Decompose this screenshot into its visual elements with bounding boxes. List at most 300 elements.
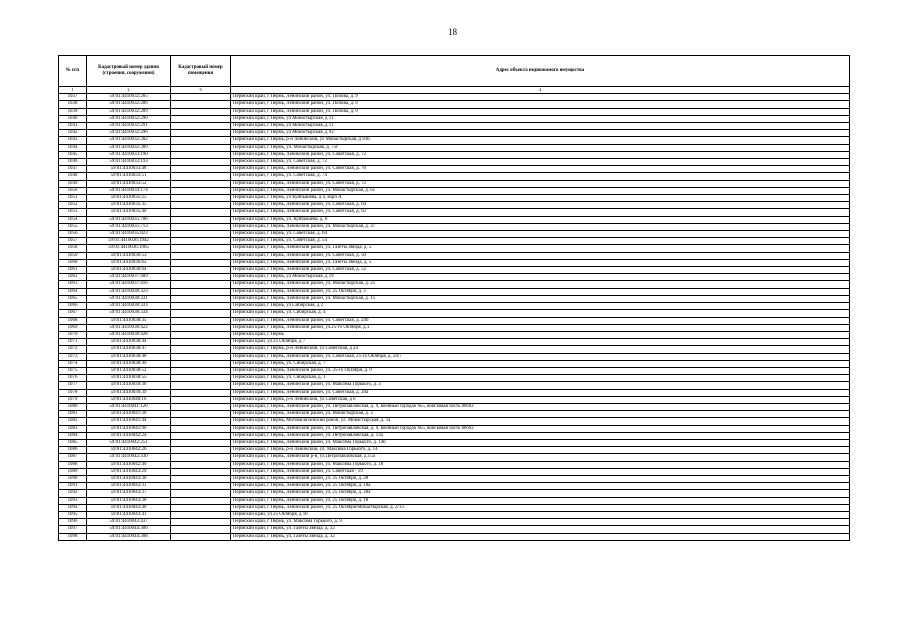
row-number: 1039 [59,108,87,115]
room-cadastral-number [171,144,231,151]
address-cell: Пермский край, г Пермь, Ленинский район, ул. 25 Октября, д. 28а [231,490,850,497]
header-cad-building: Кадастровый номер здания (строения, сооружения) [87,56,171,87]
cadastral-number: 59:01:4410038:334 [87,310,171,317]
room-cadastral-number [171,180,231,187]
room-cadastral-number [171,504,231,511]
room-cadastral-number [171,216,231,223]
cadastral-number: 59:01:4410035:713 [87,223,171,230]
room-cadastral-number [171,166,231,173]
row-number: 1056 [59,231,87,238]
cadastral-number: 59:01:4410038:422 [87,324,171,331]
row-number: 1069 [59,324,87,331]
address-cell: Пермский край, г Пермь, Ленинский район, ул. Советская, д. 52 [231,267,850,274]
cadastral-number: 59:01:4410042:330 [87,454,171,461]
cadastral-number: 59:01:4410033:48 [87,166,171,173]
row-number: 1097 [59,526,87,533]
table-row [59,346,850,353]
cadastral-number: 59:01:4410032:302 [87,137,171,144]
cadastral-number: 59:01:4410038:49 [87,360,171,367]
address-cell: Пермский край, г Пермь, ул Монастырская, д 93 [231,130,850,137]
cadastral-number: 59:01:4410043:38 [87,497,171,504]
table-row [59,382,850,389]
page-number: 18 [448,27,457,37]
address-cell: Пермский край, г Пермь, Ленинский район, ул. Попова, д. 9 [231,94,850,101]
cadastral-number: 59:01:4410036:1965 [87,245,171,252]
address-cell: Пермский край, г Пермь, Ленинский район, ул. Советская, д. 64 [231,202,850,209]
room-cadastral-number [171,101,231,108]
room-cadastral-number [171,353,231,360]
cadastral-number: 59:01:4410036:1942 [87,238,171,245]
header-address: Адрес объекта недвижимого имущества [231,56,850,87]
table-row [59,259,850,266]
address-cell: Пермский край, г Пермь, Ленинский район, ул. Советская, д. 72 [231,151,850,158]
row-number: 1080 [59,403,87,410]
room-cadastral-number [171,483,231,490]
address-cell: Пермский край, г Пермь, Ленинский район, ул. Советская, д. 72 [231,180,850,187]
row-number: 1077 [59,382,87,389]
table-row [59,101,850,108]
table-row [59,411,850,418]
row-number: 1038 [59,101,87,108]
cadastral-number: 59:01:4410043:29 [87,468,171,475]
row-number: 1054 [59,216,87,223]
table-row [59,274,850,281]
room-cadastral-number [171,461,231,468]
room-cadastral-number [171,396,231,403]
table-row [59,159,850,166]
row-number: 1072 [59,346,87,353]
room-cadastral-number [171,187,231,194]
table-row [59,353,850,360]
table-row [59,288,850,295]
table-row [59,454,850,461]
cadastral-number: 59:01:4410041:44 [87,418,171,425]
address-cell: Пермский край, г Пермь, ул Куйбышева, д 4, корп А [231,195,850,202]
row-number: 1055 [59,223,87,230]
cadastral-number: 59:01:4410039:36 [87,382,171,389]
address-cell: Пермский край, г Пермь, Ленинский район, ул. Монастырская, д. 3 [231,411,850,418]
table-row [59,310,850,317]
table-row [59,403,850,410]
row-number: 1098 [59,533,87,540]
address-cell: Пермский край, г Пермь, Ленинский район, ул. Монастырская, д. 61 [231,187,850,194]
table-row [59,281,850,288]
cadastral-number: 59:01:4410036:53 [87,252,171,259]
room-cadastral-number [171,245,231,252]
cadastral-number: 59:01:4410032:289 [87,108,171,115]
room-cadastral-number [171,475,231,482]
col-number: 4 [231,87,850,94]
cadastral-number: 59:01:4410044:308 [87,533,171,540]
room-cadastral-number [171,202,231,209]
room-cadastral-number [171,425,231,432]
table-row [59,439,850,446]
table-row [59,166,850,173]
room-cadastral-number [171,159,231,166]
table-row [59,331,850,338]
address-cell: Пермский край, г Пермь, Ленинский район, ул. Советская, д. 62 [231,209,850,216]
row-number: 1085 [59,439,87,446]
table-row [59,418,850,425]
cadastral-number: 59:01:4410040:16 [87,396,171,403]
row-number: 1084 [59,432,87,439]
row-number: 1052 [59,202,87,209]
row-number: 1082 [59,418,87,425]
table-row [59,151,850,158]
address-cell: Пермский край, г Пермь, Мотовилихинский район, ул. Монастырская, д. 1а [231,418,850,425]
room-cadastral-number [171,468,231,475]
cadastral-number: 59:01:4410037:416 [87,281,171,288]
cadastral-number: 59:01:4410033:52 [87,180,171,187]
room-cadastral-number [171,274,231,281]
cadastral-number: 59:01:4410044:306 [87,526,171,533]
cadastral-number: 59:01:4410032:291 [87,123,171,130]
address-cell: Пермский край, г Пермь, ул. Сибирская, д. 4 [231,310,850,317]
row-number: 1090 [59,475,87,482]
room-cadastral-number [171,310,231,317]
table-row [59,267,850,274]
room-cadastral-number [171,367,231,374]
row-number: 1076 [59,375,87,382]
address-cell: Пермский край, г Пермь, р-н Ленинский, ул Советская, д 24 [231,346,850,353]
row-number: 1051 [59,195,87,202]
room-cadastral-number [171,123,231,130]
address-cell: Пермский край, г Пермь, ул Монастырская, д 19 [231,274,850,281]
table-header-row [59,56,850,87]
cadastral-number: 59:01:4410033:190 [87,151,171,158]
table-row [59,223,850,230]
room-cadastral-number [171,346,231,353]
table-row [59,425,850,432]
cadastral-number: 59:01:4410043:37 [87,490,171,497]
address-cell: Пермский край, г Пермь, ул. Монастырская, д. 75г [231,144,850,151]
cadastral-number: 59:01:4410042:251 [87,439,171,446]
row-number: 1094 [59,504,87,511]
cadastral-number: 59:01:4410038:35 [87,317,171,324]
room-cadastral-number [171,411,231,418]
table-row [59,94,850,101]
room-cadastral-number [171,295,231,302]
table-row [59,519,850,526]
table-row [59,216,850,223]
room-cadastral-number [171,511,231,518]
address-cell: Пермский край, г Пермь, Ленинский район, ул. 25-го Октября, д. 9 [231,367,850,374]
cadastral-number: 59:01:4410038:331 [87,295,171,302]
cadastral-number: 59:01:4410039:39 [87,389,171,396]
table-row [59,475,850,482]
table-row [59,468,850,475]
table-row [59,504,850,511]
room-cadastral-number [171,447,231,454]
row-number: 1044 [59,144,87,151]
row-number: 1040 [59,115,87,122]
room-cadastral-number [171,151,231,158]
row-number: 1079 [59,396,87,403]
cadastral-number: 59:01:4410041:36 [87,411,171,418]
address-cell: Пермский край, г Пермь, ул. Куйбышева, д. 6 [231,216,850,223]
row-number: 1048 [59,173,87,180]
cadastral-number: 59:01:4410037:409 [87,274,171,281]
table-row [59,209,850,216]
cadastral-number: 59:01:4410038:428 [87,331,171,338]
room-cadastral-number [171,108,231,115]
header-num: № п/п [59,56,87,87]
cadastral-number: 59:01:4410032:286 [87,101,171,108]
row-number: 1062 [59,274,87,281]
row-number: 1083 [59,425,87,432]
row-number: 1096 [59,519,87,526]
row-number: 1047 [59,166,87,173]
row-number: 1092 [59,490,87,497]
address-cell: Пермский край, г Пермь, Ленинский район, ул. Максима Горького, д. 18 [231,461,850,468]
address-cell: Пермский край, г Пермь, ул. Советская, д. 72 [231,159,850,166]
table-row [59,533,850,540]
room-cadastral-number [171,439,231,446]
address-cell: Пермский край, г Пермь, Ленинский район, ул. Петропавловская, д. 13а [231,432,850,439]
col-number: 3 [171,87,231,94]
address-cell: Пермский край, г Пермь, Ленинский район, ул. Монастырская, д. 37 [231,223,850,230]
address-cell: Пермский край, г Пермь, ул Монастырская, д 11 [231,115,850,122]
header-cad-room: Кадастровый номер помещения [171,56,231,87]
row-number: 1059 [59,252,87,259]
cadastral-number: 59:01:4410038:47 [87,346,171,353]
address-cell: Пермский край, г Пермь, Ленинский район, ул. Максима Горького, д. 14б [231,439,850,446]
address-cell: Пермский край, г Пермь, Ленинский район, ул. Советская, д. 24б [231,317,850,324]
table-row [59,483,850,490]
row-number: 1060 [59,259,87,266]
table-row [59,303,850,310]
room-cadastral-number [171,223,231,230]
cadastral-number: 59:01:4410032:290 [87,115,171,122]
cadastral-number: 59:01:4410043:30 [87,475,171,482]
room-cadastral-number [171,259,231,266]
row-number: 1068 [59,317,87,324]
row-number: 1057 [59,238,87,245]
table-row [59,231,850,238]
room-cadastral-number [171,497,231,504]
room-cadastral-number [171,375,231,382]
cadastral-number: 59:01:4410036:64 [87,267,171,274]
cadastral-number: 59:01:4410042:40 [87,461,171,468]
cadastral-number: 59:01:4410033:193 [87,159,171,166]
cadastral-number: 59:01:4410042:24 [87,432,171,439]
table-row [59,115,850,122]
row-number: 1063 [59,281,87,288]
address-cell: Пермский край, г Пермь, ул. Сибирская, д. 1 [231,375,850,382]
row-number: 1095 [59,511,87,518]
cadastral-number: 59:01:4410032:309 [87,144,171,151]
cadastral-number: 59:01:4410035:25 [87,195,171,202]
cadastral-number: 59:01:4410038:44 [87,339,171,346]
address-cell: Пермский край, г Пермь, ул. Советская, д. 64 [231,231,850,238]
row-number: 1078 [59,389,87,396]
row-number: 1050 [59,187,87,194]
table-row [59,238,850,245]
room-cadastral-number [171,281,231,288]
address-cell: Пермский край, г Пермь, Ленинский район, ул. Попова, д. 9 [231,101,850,108]
row-number: 1073 [59,353,87,360]
cadastral-number: 59:01:4410032:285 [87,94,171,101]
row-number: 1064 [59,288,87,295]
address-cell: Пермский край, г Пермь, Ленинский район, ул. Максима Горького, д. 3 [231,382,850,389]
address-cell: Пермский край, г Пермь, Ленинский район, ул. Советская, д. 20а [231,389,850,396]
row-number: 1075 [59,367,87,374]
table-row [59,295,850,302]
room-cadastral-number [171,130,231,137]
cadastral-number: 59:01:4410036:62 [87,259,171,266]
row-number: 1061 [59,267,87,274]
address-cell: Пермский край, г Пермь, Ленинский район, ул. Попова, д. 9 [231,108,850,115]
room-cadastral-number [171,389,231,396]
room-cadastral-number [171,519,231,526]
row-number: 1074 [59,360,87,367]
table-row [59,317,850,324]
table-row [59,461,850,468]
cadastral-number: 59:01:4410043:31 [87,483,171,490]
room-cadastral-number [171,173,231,180]
row-number: 1089 [59,468,87,475]
table-row [59,497,850,504]
table-row [59,180,850,187]
room-cadastral-number [171,303,231,310]
address-cell: Пермский край, г Пермь, Ленинский район, ул.25-го Октября, д.1 [231,324,850,331]
table-row [59,324,850,331]
room-cadastral-number [171,339,231,346]
cadastral-number: 59:01:4410035:706 [87,216,171,223]
table-row [59,447,850,454]
cadastral-number: 59:01:4410043:437 [87,519,171,526]
room-cadastral-number [171,382,231,389]
room-cadastral-number [171,238,231,245]
address-cell: Пермский край, г Пермь, Ленинский район, ул. Монастырская, д. 25 [231,281,850,288]
room-cadastral-number [171,288,231,295]
row-number: 1053 [59,209,87,216]
address-cell: Пермский край, г Пермь, Ленинский район, ул. Советская, д. 50 [231,252,850,259]
address-cell: Пермский край, г Пермь, Ленинский район, ул. Петропавловская, д. 9, военный городок №5, войсковая часть 86692 [231,403,850,410]
address-cell: Пермский край, г Пермь, р-н Ленинский, ул Монастырская, д 93б [231,137,850,144]
address-cell: Пермский край, г Пермь, ул Сибирская, д 2 [231,303,850,310]
table-row [59,202,850,209]
room-cadastral-number [171,209,231,216]
row-number: 1086 [59,447,87,454]
address-cell: Пермский край, ул 25 Октября, д 7 [231,339,850,346]
cadastral-number: 59:01:4410042:26 [87,447,171,454]
room-cadastral-number [171,137,231,144]
table-row [59,187,850,194]
cadastral-number: 59:01:4410043:40 [87,504,171,511]
row-number: 1041 [59,123,87,130]
address-cell: Пермский край, г Пермь, ул. Советская, д. 74 [231,173,850,180]
room-cadastral-number [171,418,231,425]
address-cell: Пермский край, г Пермь, Ленинский район, ул. 25 Октября, д. 3 [231,288,850,295]
table-row [59,389,850,396]
room-cadastral-number [171,231,231,238]
row-number: 1045 [59,151,87,158]
table-row [59,396,850,403]
row-number: 1042 [59,130,87,137]
table-row [59,252,850,259]
address-cell: Пермский край, г Пермь, Ленинский р-н, ул.Петропавловская, д.15а [231,454,850,461]
cadastral-number: 59:01:4410035:823 [87,231,171,238]
column-number-row [59,87,850,94]
address-cell: Пермский край, г Пермь, Ленинский район, ул. Петропавловская, д. 9, военный городок №5, войсковая часть 86692 [231,425,850,432]
address-cell: Пермский край, г Пермь, ул. Газеты Звезда, д. 32 [231,526,850,533]
table-row [59,511,850,518]
address-cell: Пермский край, г Пермь, Ленинский район, ул. Советская - 19 [231,468,850,475]
address-cell: Пермский край, г Пермь, Ленинский район, ул. 25 Октября, д. 28 [231,475,850,482]
address-cell: Пермский край, г Пермь, Ленинский район, ул. Газеты Звезда, д. 5 [231,245,850,252]
address-cell: Пермский край, г Пермь, Ленинский район, ул. Советская, д. 70 [231,166,850,173]
table-row [59,137,850,144]
room-cadastral-number [171,331,231,338]
col-number: 1 [59,87,87,94]
room-cadastral-number [171,533,231,540]
row-number: 1088 [59,461,87,468]
cadastral-number: 59:01:4410034:174 [87,187,171,194]
table-row [59,123,850,130]
row-number: 1067 [59,310,87,317]
room-cadastral-number [171,317,231,324]
table-row [59,526,850,533]
cadastral-number: 59:01:4410043:41 [87,511,171,518]
address-cell: Пермский край, г Пермь, р-н Ленинский, ул. Максима Горького, д. 14 [231,447,850,454]
cadastral-number: 59:01:4410038:55 [87,375,171,382]
cadastral-number: 59:01:4410032:296 [87,130,171,137]
table-row [59,432,850,439]
room-cadastral-number [171,324,231,331]
address-cell: Пермский край, г Пермь, Ленинский район, ул. 25 Октября, д. 18 [231,497,850,504]
row-number: 1071 [59,339,87,346]
room-cadastral-number [171,94,231,101]
cadastral-number: 59:01:4410041:90 [87,425,171,432]
room-cadastral-number [171,115,231,122]
table-row [59,108,850,115]
table-row [59,490,850,497]
address-cell: Пермский край, г Пермь [231,331,850,338]
room-cadastral-number [171,403,231,410]
room-cadastral-number [171,490,231,497]
row-number: 1046 [59,159,87,166]
row-number: 1058 [59,245,87,252]
table-row [59,195,850,202]
address-cell: Пермский край, г Пермь, ул. Сибирская, д. 7 [231,360,850,367]
address-cell: Пермский край, г Пермь, ул Монастырская, д 11 [231,123,850,130]
address-cell: Пермский край, г Пермь, Ленинский район, ул. Советская, 25-го Октября, д. 24/7 [231,353,850,360]
cadastral-number: 59:01:4410035:40 [87,209,171,216]
address-cell: Пермский край, г Пермь, Ленинский район, ул. Монастырская, д. 15 [231,295,850,302]
room-cadastral-number [171,360,231,367]
cadastral-number: 59:01:4410035:35 [87,202,171,209]
address-cell: Пермский край, г Пермь, Ленинский район, ул. 25 Октября, д. 18а [231,483,850,490]
room-cadastral-number [171,432,231,439]
room-cadastral-number [171,454,231,461]
cadastral-number: 59:01:4410033:51 [87,173,171,180]
table-row [59,367,850,374]
address-cell: Пермский край, г Пермь, Ленинский район, ул. 25 Октября/Монастырская, д. 2/13 [231,504,850,511]
table-row [59,375,850,382]
property-table [58,55,850,541]
room-cadastral-number [171,526,231,533]
col-number: 2 [87,87,171,94]
room-cadastral-number [171,252,231,259]
room-cadastral-number [171,267,231,274]
cadastral-number: 59:01:4410038:52 [87,367,171,374]
address-cell: Пермский край, г Пермь, ул. Советская, д. 54 [231,238,850,245]
table-row [59,339,850,346]
row-number: 1043 [59,137,87,144]
table-row [59,360,850,367]
room-cadastral-number [171,195,231,202]
